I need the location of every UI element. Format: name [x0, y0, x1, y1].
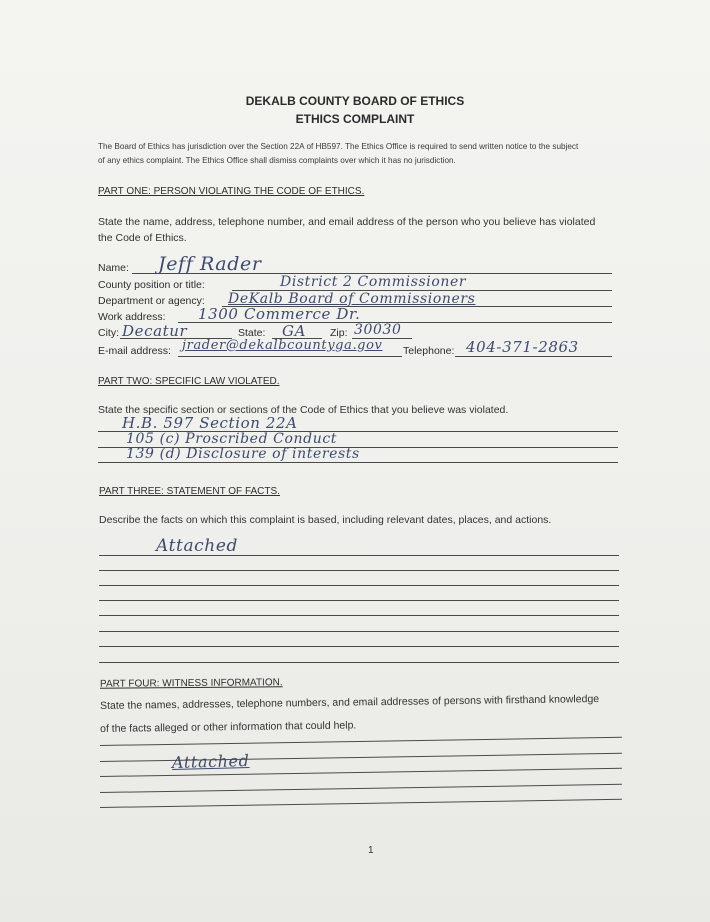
work-address-label: Work address:	[98, 311, 166, 323]
intro-line-1: The Board of Ethics has jurisdiction over the Section 22A of HB597. The Ethics Office is required to send written notice to the subject	[98, 142, 579, 151]
facts-line-8	[99, 662, 619, 663]
witness-line-4	[100, 784, 622, 793]
part-one-instruction-1: State the name, address, telephone number, and email address of the person who you believe has violated	[98, 216, 596, 228]
email-label: E-mail address:	[98, 345, 171, 357]
work-address-value[interactable]: 1300 Commerce Dr.	[198, 305, 361, 323]
part-three-instruction: Describe the facts on which this complaint is based, including relevant dates, places, and actions.	[99, 514, 552, 526]
state-label: State:	[238, 327, 266, 339]
facts-line-1	[99, 555, 619, 556]
facts-line-4	[99, 600, 619, 601]
part-three-answer[interactable]: Attached	[156, 536, 238, 556]
form-title: DEKALB COUNTY BOARD OF ETHICS	[245, 94, 465, 108]
part-four-instruction-2: of the facts alleged or other information that could help.	[100, 719, 357, 735]
zip-label: Zip:	[330, 327, 348, 339]
facts-line-7	[99, 646, 619, 647]
email-line	[178, 356, 402, 357]
telephone-value[interactable]: 404-371-2863	[466, 338, 579, 356]
law-entry-1[interactable]: H.B. 597 Section 22A	[122, 414, 298, 432]
witness-line-5	[100, 799, 622, 808]
position-label: County position or title:	[98, 279, 205, 291]
part-one-instruction-2: the Code of Ethics.	[98, 232, 187, 244]
part-four-heading: PART FOUR: WITNESS INFORMATION.	[99, 677, 283, 690]
city-label: City:	[98, 327, 119, 339]
facts-line-3	[99, 585, 619, 586]
zip-value[interactable]: 30030	[354, 322, 402, 338]
city-value[interactable]: Decatur	[122, 322, 188, 340]
facts-line-6	[99, 631, 619, 632]
telephone-line	[455, 356, 612, 357]
part-four-instruction-1: State the names, addresses, telephone numbers, and email addresses of persons with firsthand knowledge	[100, 693, 600, 712]
part-two-instruction: State the specific section or sections of the Code of Ethics that you believe was violated.	[98, 404, 509, 416]
part-two-heading: PART TWO: SPECIFIC LAW VIOLATED.	[98, 376, 280, 387]
part-three-heading: PART THREE: STATEMENT OF FACTS.	[99, 486, 280, 497]
department-value[interactable]: DeKalb Board of Commissioners	[228, 291, 476, 307]
law-entry-2[interactable]: 105 (c) Proscribed Conduct	[126, 431, 337, 447]
law-line-3	[98, 462, 618, 463]
part-four-answer[interactable]: Attached	[171, 750, 250, 773]
facts-line-5	[99, 615, 619, 616]
name-label: Name:	[98, 262, 129, 274]
page-number: 1	[368, 845, 374, 856]
law-entry-3[interactable]: 139 (d) Disclosure of interests	[126, 446, 360, 462]
state-value[interactable]: GA	[282, 322, 307, 340]
facts-line-2	[99, 570, 619, 571]
intro-line-2: of any ethics complaint. The Ethics Office shall dismiss complaints over which it has no jurisdiction.	[98, 156, 456, 165]
position-value[interactable]: District 2 Commissioner	[280, 274, 467, 290]
part-one-heading: PART ONE: PERSON VIOLATING THE CODE OF ETHICS.	[98, 186, 365, 197]
email-value[interactable]: jrader@dekalbcountyga.gov	[182, 338, 383, 353]
department-label: Department or agency:	[98, 295, 205, 307]
witness-line-1	[100, 737, 622, 746]
name-value[interactable]: Jeff Rader	[158, 253, 262, 275]
form-subtitle: ETHICS COMPLAINT	[295, 112, 415, 126]
telephone-label: Telephone:	[403, 345, 455, 357]
